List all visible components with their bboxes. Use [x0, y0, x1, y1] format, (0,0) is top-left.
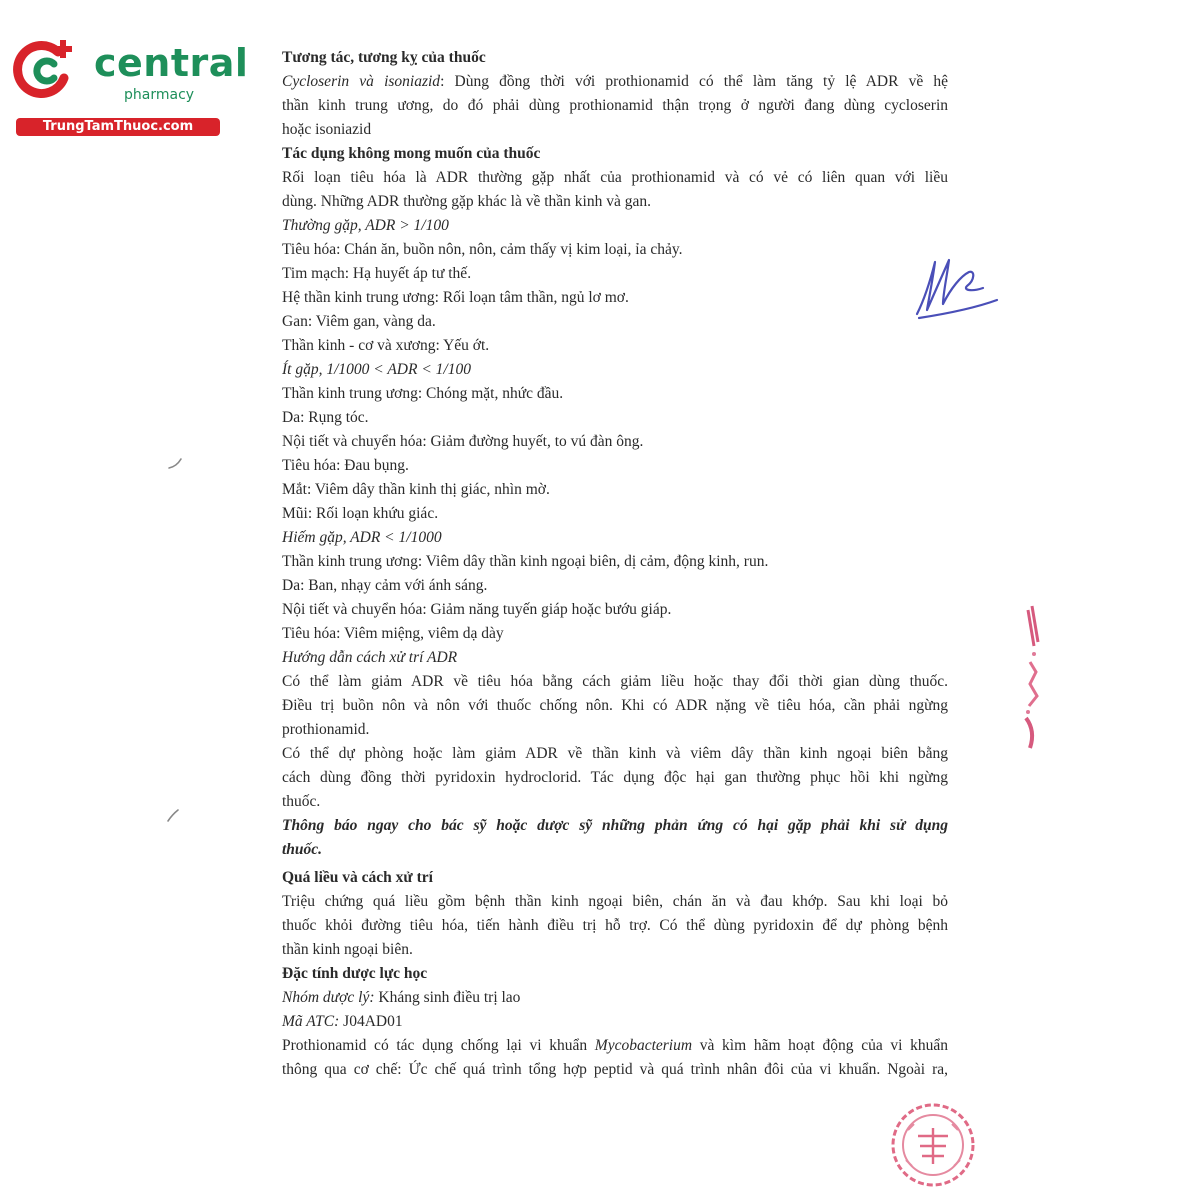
list-item: Tiêu hóa: Đau bụng. [282, 457, 409, 474]
list-item: Thần kinh trung ương: Viêm dây thần kinh ngoại biên, dị cảm, động kinh, run. [282, 553, 769, 570]
red-round-seal [888, 1100, 978, 1190]
paragraph-line: thông qua cơ chế: Ức chế quá trình tổng hợp peptid và quá trình nhân đôi của vi khuẩn. Ngoài ra, [282, 1061, 948, 1078]
paragraph-line: hoặc isoniazid [282, 121, 372, 138]
atc-value: J04AD01 [339, 1013, 403, 1030]
group-label: Nhóm dược lý: [282, 989, 375, 1006]
paragraph-line: thuốc. [282, 793, 321, 810]
logo-website: TrungTamThuoc.com [16, 118, 220, 136]
subheading-adr-management: Hướng dẫn cách xử trí ADR [282, 649, 458, 666]
paragraph-line: dùng. Những ADR thường gặp khác là về thần kinh và gan. [282, 193, 651, 210]
handwritten-signature [905, 248, 1000, 323]
notice-line: Thông báo ngay cho bác sỹ hoặc dược sỹ những phản ứng có hại gặp phải khi sử dụng [282, 817, 948, 834]
list-item: Tiêu hóa: Viêm miệng, viêm dạ dày [282, 625, 504, 642]
subheading-rare: Hiếm gặp, ADR < 1/1000 [282, 529, 442, 546]
list-item: Thần kinh - cơ và xương: Yếu ớt. [282, 337, 490, 354]
document-body [282, 46, 948, 1082]
paragraph-line: cách dùng đồng thời pyridoxin hydroclorid. Tác dụng độc hại gan thường phục hồi khi ngừng [282, 769, 948, 786]
section-title-pharmacodynamics: Đặc tính dược lực học [282, 965, 428, 982]
section-title-overdose: Quá liều và cách xử trí [282, 869, 433, 886]
list-item: Mắt: Viêm dây thần kinh thị giác, nhìn mờ. [282, 481, 550, 498]
organism-name: Mycobacterium [594, 1037, 693, 1054]
list-item: Gan: Viêm gan, vàng da. [282, 313, 436, 330]
paragraph-text: Prothionamid có tác dụng chống lại vi khuẩn [282, 1037, 595, 1054]
list-item: Mũi: Rối loạn khứu giác. [282, 505, 439, 522]
red-stamp-fragment [1010, 602, 1040, 752]
paragraph-line: prothionamid. [282, 721, 370, 738]
drug-names: Cycloserin và isoniazid [282, 73, 441, 90]
logo-c-mark-icon [12, 38, 76, 102]
paragraph-line [282, 70, 948, 94]
paragraph-line: thuốc khỏi đường tiêu hóa, tiến hành điều trị hỗ trợ. Có thể dùng pyridoxin để dự phòng bệnh [282, 917, 948, 934]
list-item: Da: Ban, nhạy cảm với ánh sáng. [282, 577, 488, 594]
section-title-interactions: Tương tác, tương kỵ của thuốc [282, 49, 486, 66]
pharmacy-logo [8, 34, 249, 139]
list-item: Nội tiết và chuyển hóa: Giảm đường huyết, to vú đàn ông. [282, 433, 644, 450]
subheading-uncommon: Ít gặp, 1/1000 < ADR < 1/100 [282, 361, 471, 378]
paragraph-line: Điều trị buồn nôn và nôn với thuốc chống nôn. Khi có ADR nặng về tiêu hóa, cần phải ngừng [282, 697, 948, 714]
paragraph-line: thần kinh trung ương, do đó phải dùng prothionamid thận trọng ở người đang dùng cycloserin [282, 97, 948, 114]
paragraph-line [282, 1034, 948, 1058]
list-item: Hệ thần kinh trung ương: Rối loạn tâm thần, ngủ lơ mơ. [282, 289, 629, 306]
atc-label: Mã ATC: [282, 1013, 340, 1030]
list-item: Nội tiết và chuyển hóa: Giảm năng tuyến giáp hoặc bướu giáp. [282, 601, 672, 618]
group-value: Kháng sinh điều trị lao [374, 989, 521, 1006]
list-item: Thần kinh trung ương: Chóng mặt, nhức đầu. [282, 385, 564, 402]
list-item: Da: Rụng tóc. [282, 409, 369, 426]
notice-line: thuốc. [282, 841, 323, 858]
paragraph-line: Có thể làm giảm ADR về tiêu hóa bằng cách giảm liều hoặc thay đổi thời gian dùng thuốc. [282, 673, 948, 690]
atc-code [282, 1010, 948, 1034]
paragraph-line: Triệu chứng quá liều gồm bệnh thần kinh ngoại biên, chán ăn và đau khớp. Sau khi loại bỏ [282, 893, 948, 910]
logo-subtitle: pharmacy [124, 87, 195, 103]
paragraph-text: : Dùng đồng thời với prothionamid có thể làm tăng tỷ lệ ADR về hệ [440, 73, 948, 90]
scan-speck [164, 806, 184, 826]
pharmacologic-group [282, 986, 948, 1010]
paragraph-line: Có thể dự phòng hoặc làm giảm ADR về thần kinh và viêm dây thần kinh ngoại biên bằng [282, 745, 948, 762]
section-title-adverse-effects: Tác dụng không mong muốn của thuốc [282, 145, 541, 162]
paragraph-line: Rối loạn tiêu hóa là ADR thường gặp nhất của prothionamid và có vẻ có liên quan với liều [282, 169, 948, 186]
subheading-common: Thường gặp, ADR > 1/100 [282, 217, 449, 234]
scan-speck [166, 454, 186, 474]
paragraph-line: thần kinh ngoại biên. [282, 941, 413, 958]
logo-name: central [94, 41, 249, 85]
paragraph-text: và kìm hãm hoạt động của vi khuẩn [692, 1037, 949, 1054]
list-item: Tiêu hóa: Chán ăn, buồn nôn, nôn, cảm thấy vị kim loại, ỉa chảy. [282, 241, 683, 258]
list-item: Tim mạch: Hạ huyết áp tư thế. [282, 265, 472, 282]
